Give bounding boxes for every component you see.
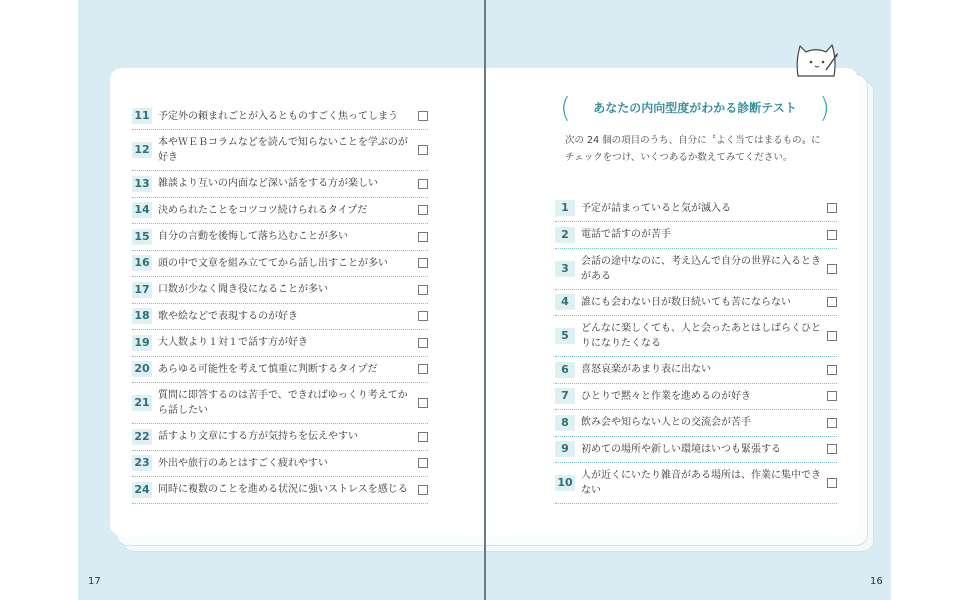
item-number: 2 [555, 227, 575, 243]
item-text: 決められたことをコツコツ続けられるタイプだ [158, 204, 368, 216]
checklist-item [132, 223, 428, 251]
checklist-item [132, 276, 428, 304]
item-checkbox[interactable] [418, 205, 428, 215]
checklist-item [132, 423, 428, 451]
item-number: 9 [555, 441, 575, 457]
page-number-left: 17 [88, 576, 101, 587]
checklist-item [132, 329, 428, 357]
checklist-item [555, 409, 837, 437]
item-text: ひとりで黙々と作業を進めるのが好き [581, 390, 751, 402]
item-text: 頭の中で文章を組み立ててから話し出すことが多い [158, 257, 388, 269]
test-title-box [560, 91, 830, 124]
checklist-item [555, 195, 837, 222]
item-checkbox[interactable] [418, 232, 428, 242]
item-number: 20 [132, 361, 152, 377]
item-checkbox[interactable] [827, 297, 837, 307]
right-paren-decoration: ) [819, 91, 830, 124]
item-text: 人が近くにいたり雑音がある場所は、作業に集中できない [581, 469, 821, 496]
item-number: 11 [132, 108, 152, 124]
page-gutter [484, 0, 486, 600]
item-text: 初めての場所や新しい環境はいつも緊張する [581, 443, 781, 455]
item-number: 8 [555, 415, 575, 431]
item-number: 3 [555, 261, 575, 277]
item-checkbox[interactable] [418, 145, 428, 155]
item-text: 質問に即答するのは苦手で、できればゆっくり考えてから話したい [158, 389, 408, 416]
item-text: 大人数より１対１で話す方が好き [158, 337, 308, 348]
item-checkbox[interactable] [827, 264, 837, 274]
item-checkbox[interactable] [418, 432, 428, 442]
item-text: どんなに楽しくても、人と会ったあとはしばらくひとりになりたくなる [581, 322, 821, 349]
item-number: 10 [555, 475, 575, 491]
checklist-item [555, 462, 837, 504]
item-number: 16 [132, 255, 152, 271]
item-checkbox[interactable] [827, 203, 837, 213]
item-checkbox[interactable] [418, 485, 428, 495]
item-number: 1 [555, 200, 575, 216]
checklist-item [555, 248, 837, 290]
item-number: 22 [132, 429, 152, 445]
item-text: 予定が詰まっていると気が滅入る [581, 202, 731, 214]
item-text: 雑談より互いの内面など深い話をする方が楽しい [158, 178, 378, 189]
checklist-item [555, 356, 837, 384]
item-checkbox[interactable] [418, 364, 428, 374]
item-text: あらゆる可能性を考えて慎重に判断するタイプだ [158, 363, 378, 375]
item-checkbox[interactable] [827, 478, 837, 488]
checklist-item [132, 476, 428, 504]
item-number: 7 [555, 388, 575, 404]
left-paren-decoration: ( [560, 91, 571, 124]
item-number: 13 [132, 176, 152, 192]
item-checkbox[interactable] [418, 258, 428, 268]
item-number: 6 [555, 362, 575, 378]
checklist-item [132, 197, 428, 224]
item-checkbox[interactable] [418, 398, 428, 408]
item-number: 12 [132, 142, 152, 158]
item-number: 24 [132, 482, 152, 498]
item-checkbox[interactable] [827, 365, 837, 375]
item-number: 19 [132, 335, 152, 351]
item-text: 口数が少なく聞き役になることが多い [158, 284, 328, 295]
checklist-item [555, 289, 837, 316]
item-text: 自分の言動を後悔して落ち込むことが多い [158, 231, 348, 242]
item-checkbox[interactable] [418, 179, 428, 189]
item-checkbox[interactable] [827, 418, 837, 428]
checklist-item [555, 221, 837, 249]
item-number: 5 [555, 328, 575, 344]
item-number: 17 [132, 282, 152, 298]
intro-line-2: チェックをつけ、いくつあるか数えてみてください。 [565, 152, 793, 163]
intro-line-1: 次の 24 個の項目のうち、自分に〝よく当てはまるもの〟に [565, 135, 821, 146]
item-text: 会話の途中なのに、考え込んで自分の世界に入るときがある [581, 255, 821, 282]
item-number: 14 [132, 202, 152, 218]
item-text: 喜怒哀楽があまり表に出ない [581, 364, 711, 375]
test-title: あなたの内向型度がわかる診断テスト [593, 101, 797, 115]
checklist-item [132, 450, 428, 477]
item-number: 4 [555, 294, 575, 310]
item-checkbox[interactable] [418, 285, 428, 295]
cat-icon [792, 40, 840, 78]
item-checkbox[interactable] [827, 331, 837, 341]
item-text: 電話で話すのが苦手 [581, 229, 671, 240]
checklist-item [132, 356, 428, 383]
item-number: 18 [132, 308, 152, 324]
item-text: 話すより文章にする方が気持ちを伝えやすい [158, 431, 358, 442]
item-checkbox[interactable] [418, 338, 428, 348]
item-text: 飲み会や知らない人との交流会が苦手 [581, 417, 751, 428]
item-checkbox[interactable] [418, 458, 428, 468]
intro-text [565, 132, 845, 166]
item-checkbox[interactable] [827, 391, 837, 401]
item-checkbox[interactable] [418, 111, 428, 121]
item-checkbox[interactable] [418, 311, 428, 321]
checklist-item [555, 315, 837, 357]
item-number: 23 [132, 455, 152, 471]
item-text: 同時に複数のことを進める状況に強いストレスを感じる [158, 484, 408, 495]
item-text: 歌や絵などで表現するのが好き [158, 310, 298, 322]
checklist-item [132, 382, 428, 424]
item-checkbox[interactable] [827, 230, 837, 240]
checklist-item [132, 103, 428, 130]
item-text: 予定外の頼まれごとが入るとものすごく焦ってしまう [158, 110, 398, 122]
checklist-item [132, 129, 428, 171]
page-number-right: 16 [870, 576, 883, 587]
item-number: 15 [132, 229, 152, 245]
item-checkbox[interactable] [827, 444, 837, 454]
item-number: 21 [132, 395, 152, 411]
checklist-item [555, 436, 837, 463]
item-text: 外出や旅行のあとはすごく疲れやすい [158, 457, 328, 469]
checklist-item [555, 383, 837, 410]
item-text: 本やＷＥＢコラムなどを読んで知らないことを学ぶのが好き [158, 136, 408, 163]
item-text: 誰にも会わない日が数日続いても苦にならない [581, 296, 791, 308]
checklist-item [132, 303, 428, 330]
checklist-item [132, 170, 428, 198]
checklist-item [132, 250, 428, 277]
